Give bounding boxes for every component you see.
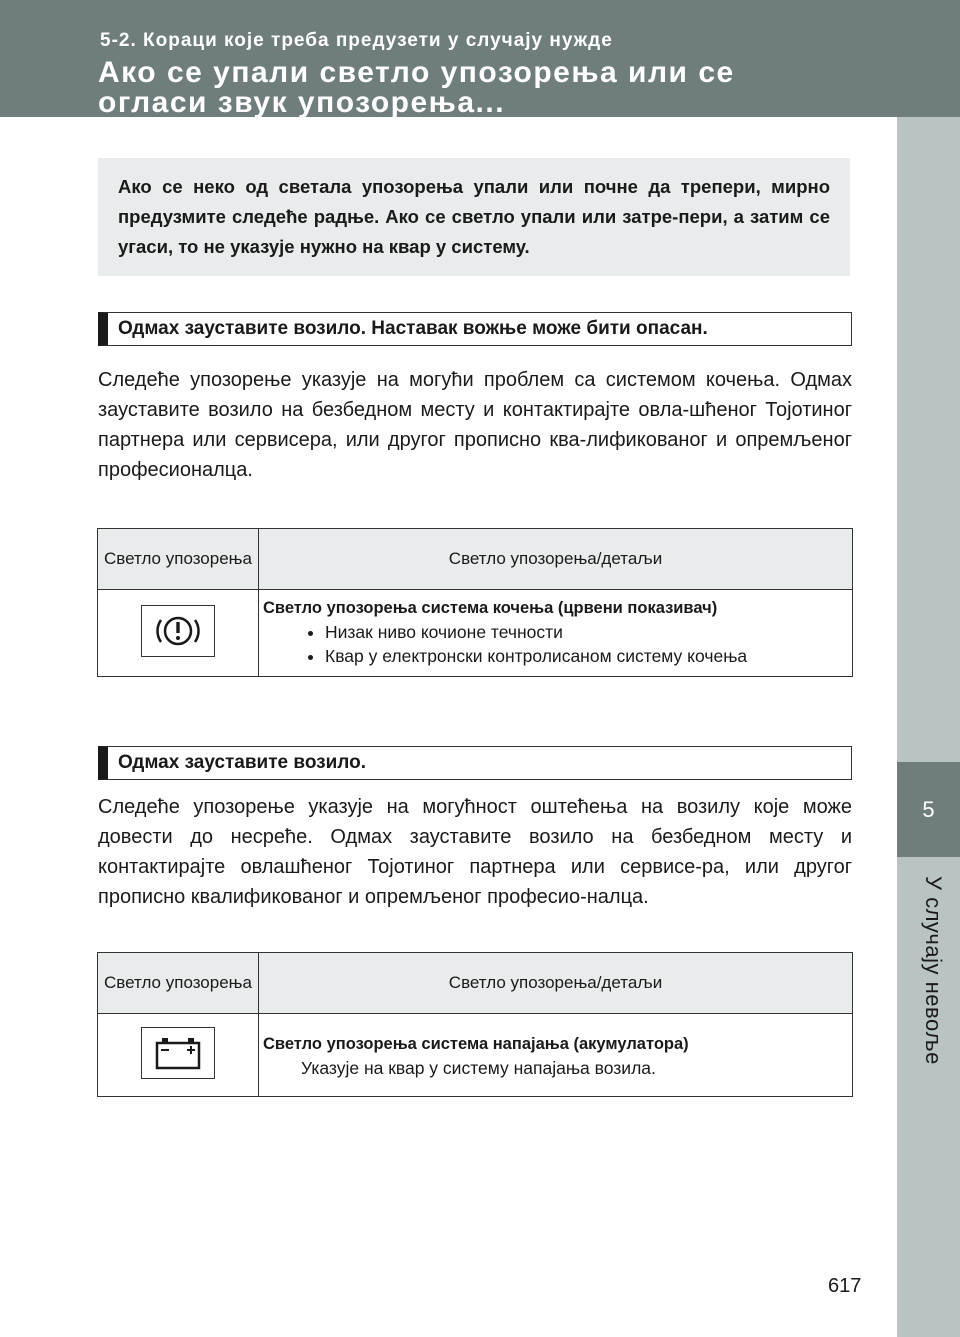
list-item: • Низак ниво кочионе течности [325,620,848,644]
section-heading-stop: Одмах зауставите возило. [98,746,852,780]
brake-warning-icon [141,605,215,657]
section2-paragraph: Следеће упозорење указује на могућност оштећења на возилу које може довести до несреће. Одмах зауставите возило на безбедном месту и контактирајте овлашћеног Тојотиног партнера или сервисе-ра, или другог прописно квалификованог и опремљеног професио-налца. [98,796,852,908]
section1-paragraph: Следеће упозорење указује на могући проблем са системом кочења. Одмах зауставите возило на безбедном месту и контактирајте овла-шћеног Тојотиног партнера или сервисера, или другог прописно ква-лификованог и опремљеног професионалца. [98,369,852,481]
list-item: • Квар у електронски контролисаном систему кочења [325,644,848,668]
chapter-label: У случају невоље [921,876,946,1065]
warning-detail: Указује на квар у систему напајања возила. [301,1058,656,1078]
warning-causes-list [263,620,848,668]
section-heading-stop-danger: Одмах зауставите возило. Наставак вожње може бити опасан. [98,312,852,346]
section-label: 5-2. Кораци које треба предузети у случају нужде [100,30,613,51]
page-title [98,58,735,118]
page-title-line-2: огласи звук упозорења... [98,86,506,119]
warning-title: Светло упозорења система кочења (црвени показивач) [263,599,718,617]
warning-table-brake [97,528,853,677]
table-header-light: Светло упозорења [98,529,259,590]
icon-cell [98,1014,259,1097]
table-header-light: Светло упозорења [98,953,259,1014]
table-header-row [98,953,853,1014]
intro-note: Ако се неко од светала упозорења упали или почне да трепери, мирно предузмите следеће радње. Ако се светло упали или затре-пери, а затим се угаси, то не указује нужно на квар у систему. [98,158,850,276]
chapter-number: 5 [897,762,960,857]
details-cell [259,1014,853,1097]
battery-warning-icon [141,1027,215,1079]
details-cell [259,590,853,677]
page-header [0,0,960,117]
table-header-row [98,529,853,590]
icon-cell [98,590,259,677]
table-header-details: Светло упозорења/детаљи [259,529,853,590]
chapter-side-tab [897,117,960,1337]
table-row [98,1014,853,1097]
warning-title: Светло упозорења система напајања (акумулатора) [263,1035,689,1053]
page-title-line-1: Ако се упали светло упозорења или се [98,56,735,89]
table-row [98,590,853,677]
table-header-details: Светло упозорења/детаљи [259,953,853,1014]
page-number: 617 [828,1275,862,1297]
warning-table-charging [97,952,853,1097]
